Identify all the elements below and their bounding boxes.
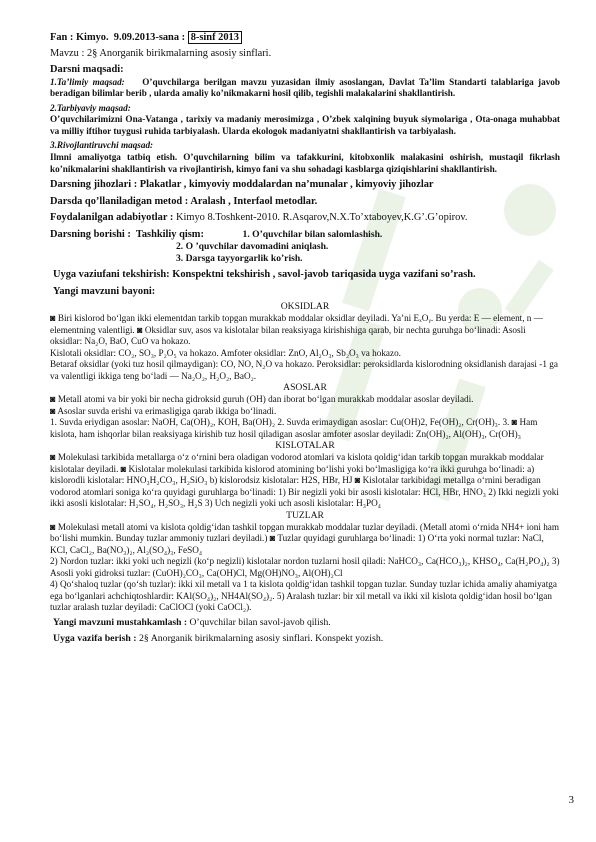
organizational-label: Tashkiliy qism: — [135, 228, 204, 240]
literature-line — [50, 212, 560, 225]
lesson-flow-line — [50, 229, 560, 242]
oxides-paragraph: Kislotali oksidlar: CO₂, SO₃, P₂O₅ va hokazo. Amfoter oksidlar: ZnO, Al₂O₃, Sb₂O₃ va hokazo. — [50, 347, 401, 358]
homework-label: Uyga vazifa berish : — [53, 633, 137, 645]
section-title-salts: TUZLAR — [286, 509, 324, 521]
acids-paragraph: ◙ Molekulasi tarkibida metallarga o‘z o‘rnini bera oladigan vodorod atomlari va kislota qoldig‘idan tarkib topgan murakkab moddalar kislotalar deyiladi. ◙ Kislotalar molekulasi tarkibida kislorod atomining bo‘lishi yoki bo‘lmasligiga ko‘ra ikki guruhga bo‘linadi: a) kislorodli kislotalar: HNO₃H₂CO₃, H₂SiO₃ b) kislorodsiz kislotalar: H2S, HBr, HJ ◙ Kislotalar tarkibidagi metallga o‘rnini beradigan vodorod atomlari soniga ko‘ra quyidagi guruhlarga bo‘linadi: 1) Bir negizli yoki bir asosli kislotalar: HCl, HBr, HNO₃ 2) Ikki negizli yoki ikki asosli kislotalar: H₂SO₄, H₂SO₃, H₂S 3) Uch negizli yoki uch asosli kislotalar: H₃PO₄ — [50, 452, 559, 509]
section-title-oxides: OKSIDLAR — [280, 301, 330, 313]
upbringing-goal-label: 2.Tarbiyaviy maqsad: — [50, 102, 131, 113]
salts-paragraph: 2) Nordon tuzlar: ikki yoki uch negizli (ko‘p negizli) kislotalar nordon tuzlarni hosil qiladi: NaHCO₃, Ca(HCO₃)₂, KHSO₄, Ca(H₂PO₄)₂ 3) Asosli yoki gidroksi tuzlar: (CuOH)₂CO₃, Ca(OH)Cl, Mg(OH)NO₃, Al(OH)₂Cl — [50, 556, 560, 578]
homework-check-text: Konspektni tekshirish , savol-javob tariqasida uyga vazifani so’rash. — [172, 269, 476, 281]
topic-line — [50, 48, 560, 61]
date: 9.09.2013-sana : — [113, 32, 186, 43]
topic-label: Mavzu : — [50, 47, 85, 59]
homework-check-line — [53, 269, 560, 282]
salts-paragraph: ◙ Molekulasi metall atomi va kislota qoldig‘idan tashkil topgan murakkab moddalar tuzlar deyiladi. (Metall atomi o‘rnida NH4+ ioni ham bo‘lishi mumkin. Bunday tuzlar ammoniy tuzlari deyiladi.) ◙ Tuzlar quyidagi guruhlarga bo‘linadi: 1) O‘rta yoki normal tuzlar: NaCl, KCl, CaCl₂, Ba(NO₃)₂, Al₂(SO₄)₃, FeSO₄ — [50, 521, 560, 555]
subject: Fan : Kimyo. — [50, 32, 109, 43]
oxides-paragraph: ◙ Biri kislorod bo‘lgan ikki elementdan tarkib topgan murakkab moddalar oksidlar deyiladi. Ya’ni EₓOᵧ. Bu yerda: E — element, n — elementning valentligi. ◙ Oksidlar suv, asos va kislotalar bilan reaksiyaga kirishishiga qarab, bir nechta guruhga bo‘linadi: Asosli oksidlar: Na₂O, BaO, CuO va hokazo. — [50, 313, 543, 347]
page-number: 3 — [568, 794, 574, 806]
lesson-flow-item: 1. O’quvchilar bilan salomlashish. — [242, 228, 383, 240]
lesson-flow-item: 2. O ’quvchilar davomadini aniqlash. — [176, 241, 329, 253]
method-label: Darsda qo’llaniladigan metod : — [50, 195, 189, 207]
section-title-acids: KISLOTALAR — [275, 440, 335, 452]
bases-paragraph: ◙ Metall atomi va bir yoki bir necha gidroksid guruh (OH) dan iborat bo‘lgan murakkab moddalar asoslar deyiladi. — [50, 394, 474, 405]
lesson-flow-label: Darsning borishi : — [50, 228, 131, 240]
literature-label: Foydalanilgan adabiyotlar : — [50, 212, 174, 224]
upbringing-goal-text: O’quvchilarimizni Ona-Vatanga , tarixiy va madaniy merosimizga , O’zbek xalqining buyuk siymolariga , Ota-onaga muhabbat va milliy iftihor tuygusi ruhida tarbiyalash. Ularda ekologok madaniyatni shakllantirish va tarbiyalash. — [50, 114, 560, 136]
reinforcement-label: Yangi mavzuni mustahkamlash : — [53, 616, 188, 628]
topic-text: 2§ Anorganik birikmalarning asosiy sinflari. — [86, 47, 272, 59]
homework-line — [53, 633, 560, 646]
literature-text: Kimyo 8.Toshkent-2010. R.Asqarov,N.X.To’xtaboyev,K.G’.G’opirov. — [175, 212, 468, 224]
homework-check-label: Uyga vaziufani tekshirish: — [53, 269, 170, 281]
lesson-plan — [50, 32, 560, 646]
equipment-label: Darsning jihozlari : — [50, 179, 138, 191]
bases-paragraph: 1. Suvda eriydigan asoslar: NaOH, Ca(OH)₂, KOH, Ba(OH)₂ 2. Suvda erimaydigan asoslar: Cu(OH)2, Fe(OH)₂, Cr(OH)₃. 3. ◙ Ham kislota, ham ishqorlar bilan reaksiyaga kirishib tuz hosil qiladigan asoslar amfoter asoslar deyiladi: Zn(OH)₂, Al(OH)₃, Cr(OH)₃ — [50, 417, 538, 439]
educational-goal — [50, 77, 560, 100]
lesson-flow-item: 3. Darsga tayyorgarlik ko’rish. — [176, 253, 303, 265]
homework-text: 2§ Anorganik birikmalarning asosiy sinflari. Konspekt yozish. — [139, 633, 384, 645]
lesson-flow — [50, 229, 560, 266]
oxides-paragraph: Betaraf oksidlar (yoki tuz hosil qilmaydigan): CO, NO, N₂O va hokazo. Peroksidlar: peroksidlarda kislorodning oksidlanish darajasi -1 ga va valentligi ikkiga teng bo‘ladi — Na₂O₂, H₂O₂, BaO₂. — [50, 359, 558, 381]
reinforcement-line — [53, 617, 560, 630]
method-line — [50, 196, 560, 209]
developmental-goal-label: 3.Rivojlantiruvchi maqsad: — [50, 140, 154, 151]
goals-heading: Darsni maqsadi: — [50, 64, 124, 75]
equipment-line — [50, 179, 560, 192]
section-title-bases: ASOSLAR — [283, 382, 327, 394]
developmental-goal-text: Ilmni amaliyotga tatbiq etish. O’quvchilarning bilim va tafakkurini, kitobxonlik malakasini oshirish, mustaqil fikrlash ko’nikmalarini shakllantirish va rivojlantirish, kimyo fani va shu sohadagi kasblarga qiziqishlarini shakllantirish. — [50, 152, 560, 174]
educational-goal-label: 1.Ta’limiy maqsad: — [50, 76, 125, 87]
salts-paragraph: 4) Qo‘shaloq tuzlar (qo‘sh tuzlar): ikki xil metall va 1 ta kislota qoldig‘idan tashkil topgan tuzlar. Sunday tuzlar ichida amaliy ahamiyatga ega bo‘lganlari achchiqtoshlardir: KAl(SO₄)₂, NH4Al(SO₄)₂. 5) Aralash tuzlar: bir xil metall va ikki xil kislota qoldig‘idan hosil bo‘lgan tuzlar aralash tuzlar deyiladi: CaClOCl (yoki CaOCl₂). — [50, 579, 557, 613]
educational-goal-text: O’quvchilarga berilgan mavzu yuzasidan ilmiy asoslangan, Davlat Ta’lim Standarti talablariga javob beradigan bilimlar berib , ularda amaliy ko’nikmakarni hosil qilib, tegishli malakalarini shakllantirish. — [50, 76, 560, 99]
new-topic-heading: Yangi mavzuni bayoni: — [53, 285, 156, 297]
equipment-text: Plakatlar , kimyoviy moddalardan na’munalar , kimyoviy jihozlar — [139, 179, 434, 191]
grade-badge: 8-sinf 2013 — [188, 31, 242, 44]
bases-paragraph: ◙ Asoslar suvda erishi va erimasligiga qarab ikkiga bo‘linadi. — [50, 405, 277, 416]
reinforcement-text: O’quvchilar bilan savol-javob qilish. — [189, 616, 331, 628]
method-text: Aralash , Interfaol metodlar. — [190, 195, 318, 207]
header-line — [50, 32, 560, 45]
